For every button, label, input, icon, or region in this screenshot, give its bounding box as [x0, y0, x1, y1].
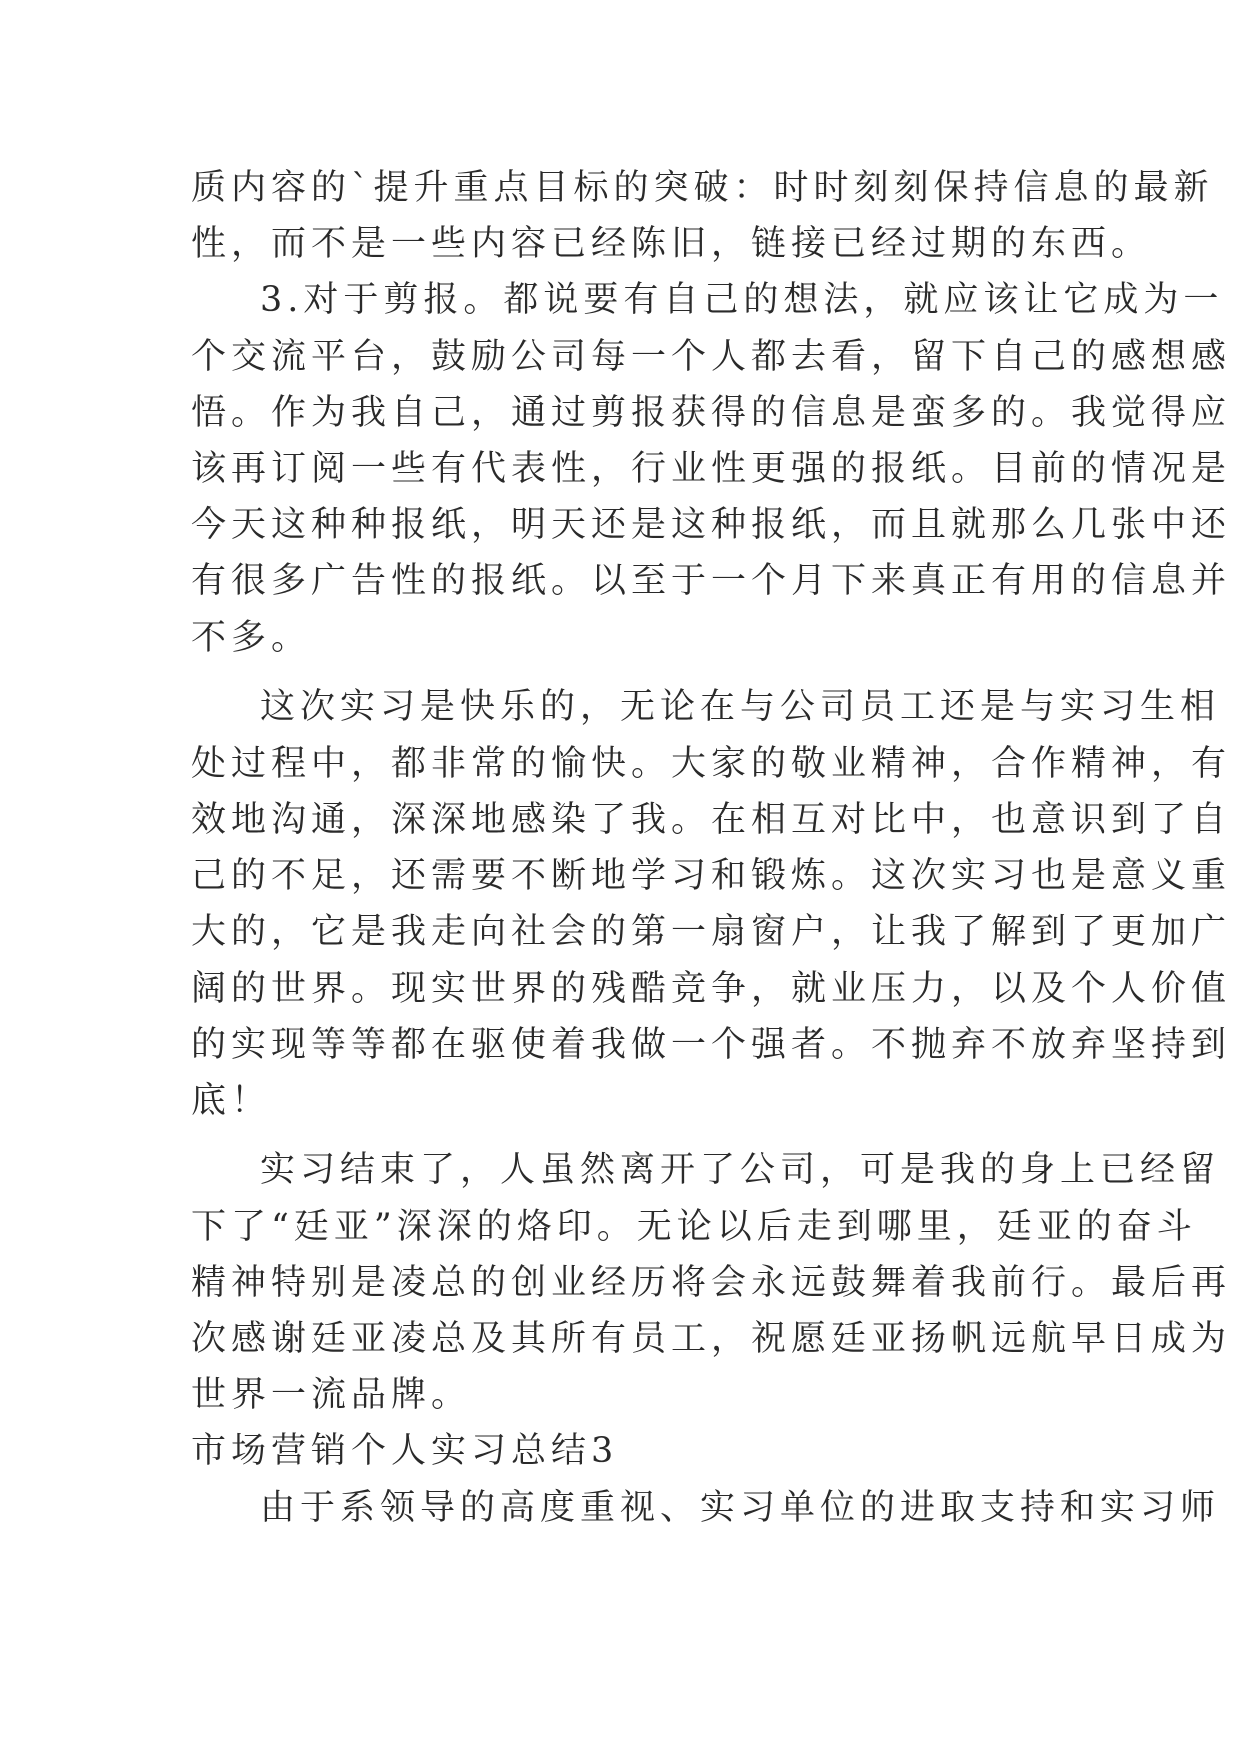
text-line: 3.对于剪报。都说要有自己的想法，就应该让它成为一: [260, 280, 1224, 320]
text-line: 的实现等等都在驱使着我做一个强者。不抛弃不放弃坚持到: [191, 1025, 1232, 1065]
text-line: 次感谢廷亚凌总及其所有员工，祝愿廷亚扬帆远航早日成为: [191, 1319, 1232, 1359]
text-line: 悟。作为我自己，通过剪报获得的信息是蛮多的。我觉得应: [191, 393, 1232, 433]
text-line: 己的不足，还需要不断地学习和锻炼。这次实习也是意义重: [191, 856, 1232, 896]
text-line: 阔的世界。现实世界的残酷竞争，就业压力，以及个人价值: [191, 969, 1232, 1009]
text-line: 精神特别是凌总的创业经历将会永远鼓舞着我前行。最后再: [191, 1263, 1232, 1303]
text-line: 个交流平台，鼓励公司每一个人都去看，留下自己的感想感: [191, 337, 1232, 377]
text-line: 由于系领导的高度重视、实习单位的进取支持和实习师: [260, 1488, 1221, 1528]
text-line: 世界一流品牌。: [191, 1375, 472, 1415]
text-line: 有很多广告性的报纸。以至于一个月下来真正有用的信息并: [191, 561, 1232, 601]
text-line: 底！: [191, 1081, 272, 1121]
text-line: 下了“廷亚”深深的烙印。无论以后走到哪里，廷亚的奋斗: [191, 1207, 1197, 1247]
text-line: 大的，它是我走向社会的第一扇窗户，让我了解到了更加广: [191, 912, 1232, 952]
text-line: 实习结束了，人虽然离开了公司，可是我的身上已经留: [260, 1150, 1221, 1190]
text-line: 性，而不是一些内容已经陈旧，链接已经过期的东西。: [191, 224, 1152, 264]
section-heading: 市场营销个人实习总结3: [191, 1431, 619, 1471]
text-line: 效地沟通，深深地感染了我。在相互对比中，也意识到了自: [191, 800, 1232, 840]
text-line: 这次实习是快乐的，无论在与公司员工还是与实习生相: [260, 687, 1221, 727]
text-line: 该再订阅一些有代表性，行业性更强的报纸。目前的情况是: [191, 449, 1232, 489]
text-line: 不多。: [191, 618, 312, 658]
text-line: 质内容的`提升重点目标的突破：时时刻刻保持信息的最新: [191, 168, 1214, 208]
text-line: 处过程中，都非常的愉快。大家的敬业精神，合作精神，有: [191, 744, 1232, 784]
text-line: 今天这种种报纸，明天还是这种报纸，而且就那么几张中还: [191, 505, 1232, 545]
